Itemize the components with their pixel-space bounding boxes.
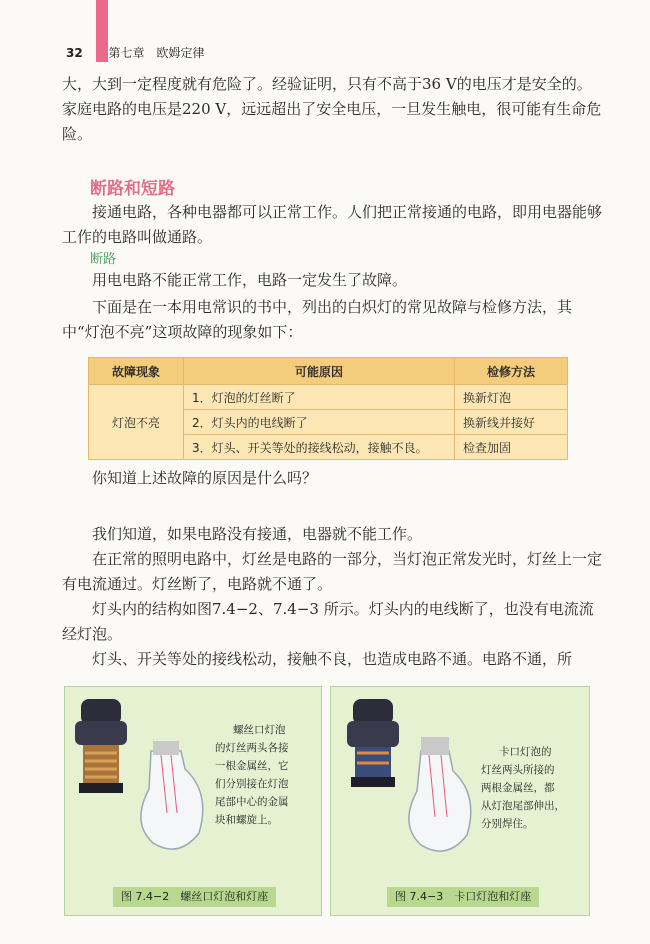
table-row (89, 385, 568, 410)
figure-bayonet-bulb (330, 686, 590, 916)
page-number: 32 (66, 46, 83, 60)
paragraph-lamp-holder: 灯头内的结构如图7.4−2、7.4−3 所示。灯头内的电线断了，也没有电流流经灯泡。 (62, 600, 594, 643)
figure-bayonet-bulb-text: 卡口灯泡的 灯丝两头所接的 两根金属丝，都 从灯泡尾部伸出， 分别焊住。 (481, 746, 565, 830)
table-cell-cause: 3．灯头、开关等处的接线松动，接触不良。 (184, 435, 455, 460)
table-cell-fix: 检查加固 (455, 435, 568, 460)
screw-bulb-illustration (71, 693, 221, 863)
paragraph-closed-circuit: 接通电路，各种电器都可以正常工作。人们把正常接通的电路，即用电器能够工作的电路叫做通路。 (62, 203, 603, 246)
table-cell-symptom: 灯泡不亮 (89, 385, 184, 460)
paragraph-no-current: 我们知道，如果电路没有接通，电器就不能工作。 (92, 525, 423, 543)
table-header-symptom: 故障现象 (89, 358, 184, 385)
page-header (66, 44, 205, 61)
figure-bayonet-bulb-caption: 图 7.4−3 卡口灯泡和灯座 (387, 887, 539, 907)
table-cell-fix: 换新灯泡 (455, 385, 568, 410)
paragraph-fault: 用电电路不能正常工作，电路一定发生了故障。 (92, 271, 408, 289)
paragraph-filament: 在正常的照明电路中，灯丝是电路的一部分，当灯泡正常发光时，灯丝上一定有电流通过。灯丝断了，电路就不通了。 (62, 550, 603, 593)
figure-screw-bulb-caption: 图 7.4−2 螺丝口灯泡和灯座 (113, 887, 276, 907)
section-title: 断路和短路 (90, 179, 175, 199)
paragraph-question: 你知道上述故障的原因是什么吗？ (92, 469, 318, 487)
table-header-row (89, 358, 568, 385)
chapter-title: 第七章 欧姆定律 (108, 46, 205, 60)
paragraph-table-intro: 下面是在一本用电常识的书中，列出的白炽灯的常见故障与检修方法，其中“灯泡不亮”这项故障的现象如下： (62, 298, 573, 341)
figure-screw-bulb (64, 686, 322, 916)
table-cell-fix: 换新线并接好 (455, 410, 568, 435)
table-header-cause: 可能原因 (184, 358, 455, 385)
table-header-fix: 检修方法 (455, 358, 568, 385)
bayonet-bulb-illustration (337, 693, 487, 863)
paragraph-loose-wiring: 灯头、开关等处的接线松动，接触不良，也造成电路不通。电路不通，所 (92, 650, 573, 668)
subheading-open-circuit: 断路 (90, 252, 117, 267)
figure-screw-bulb-text: 螺丝口灯泡 的灯丝两头各接 一根金属丝，它 们分别接在灯泡 尾部中心的金属 块和螺旋上。 (215, 724, 289, 826)
table-cell-cause: 2．灯头内的电线断了 (184, 410, 455, 435)
paragraph-voltage-safety: 大，大到一定程度就有危险了。经验证明，只有不高于36 V的电压才是安全的。家庭电路的电压是220 V，远远超出了安全电压，一旦发生触电，很可能有生命危险。 (62, 75, 602, 143)
fault-table (88, 357, 568, 460)
table-cell-cause: 1．灯泡的灯丝断了 (184, 385, 455, 410)
